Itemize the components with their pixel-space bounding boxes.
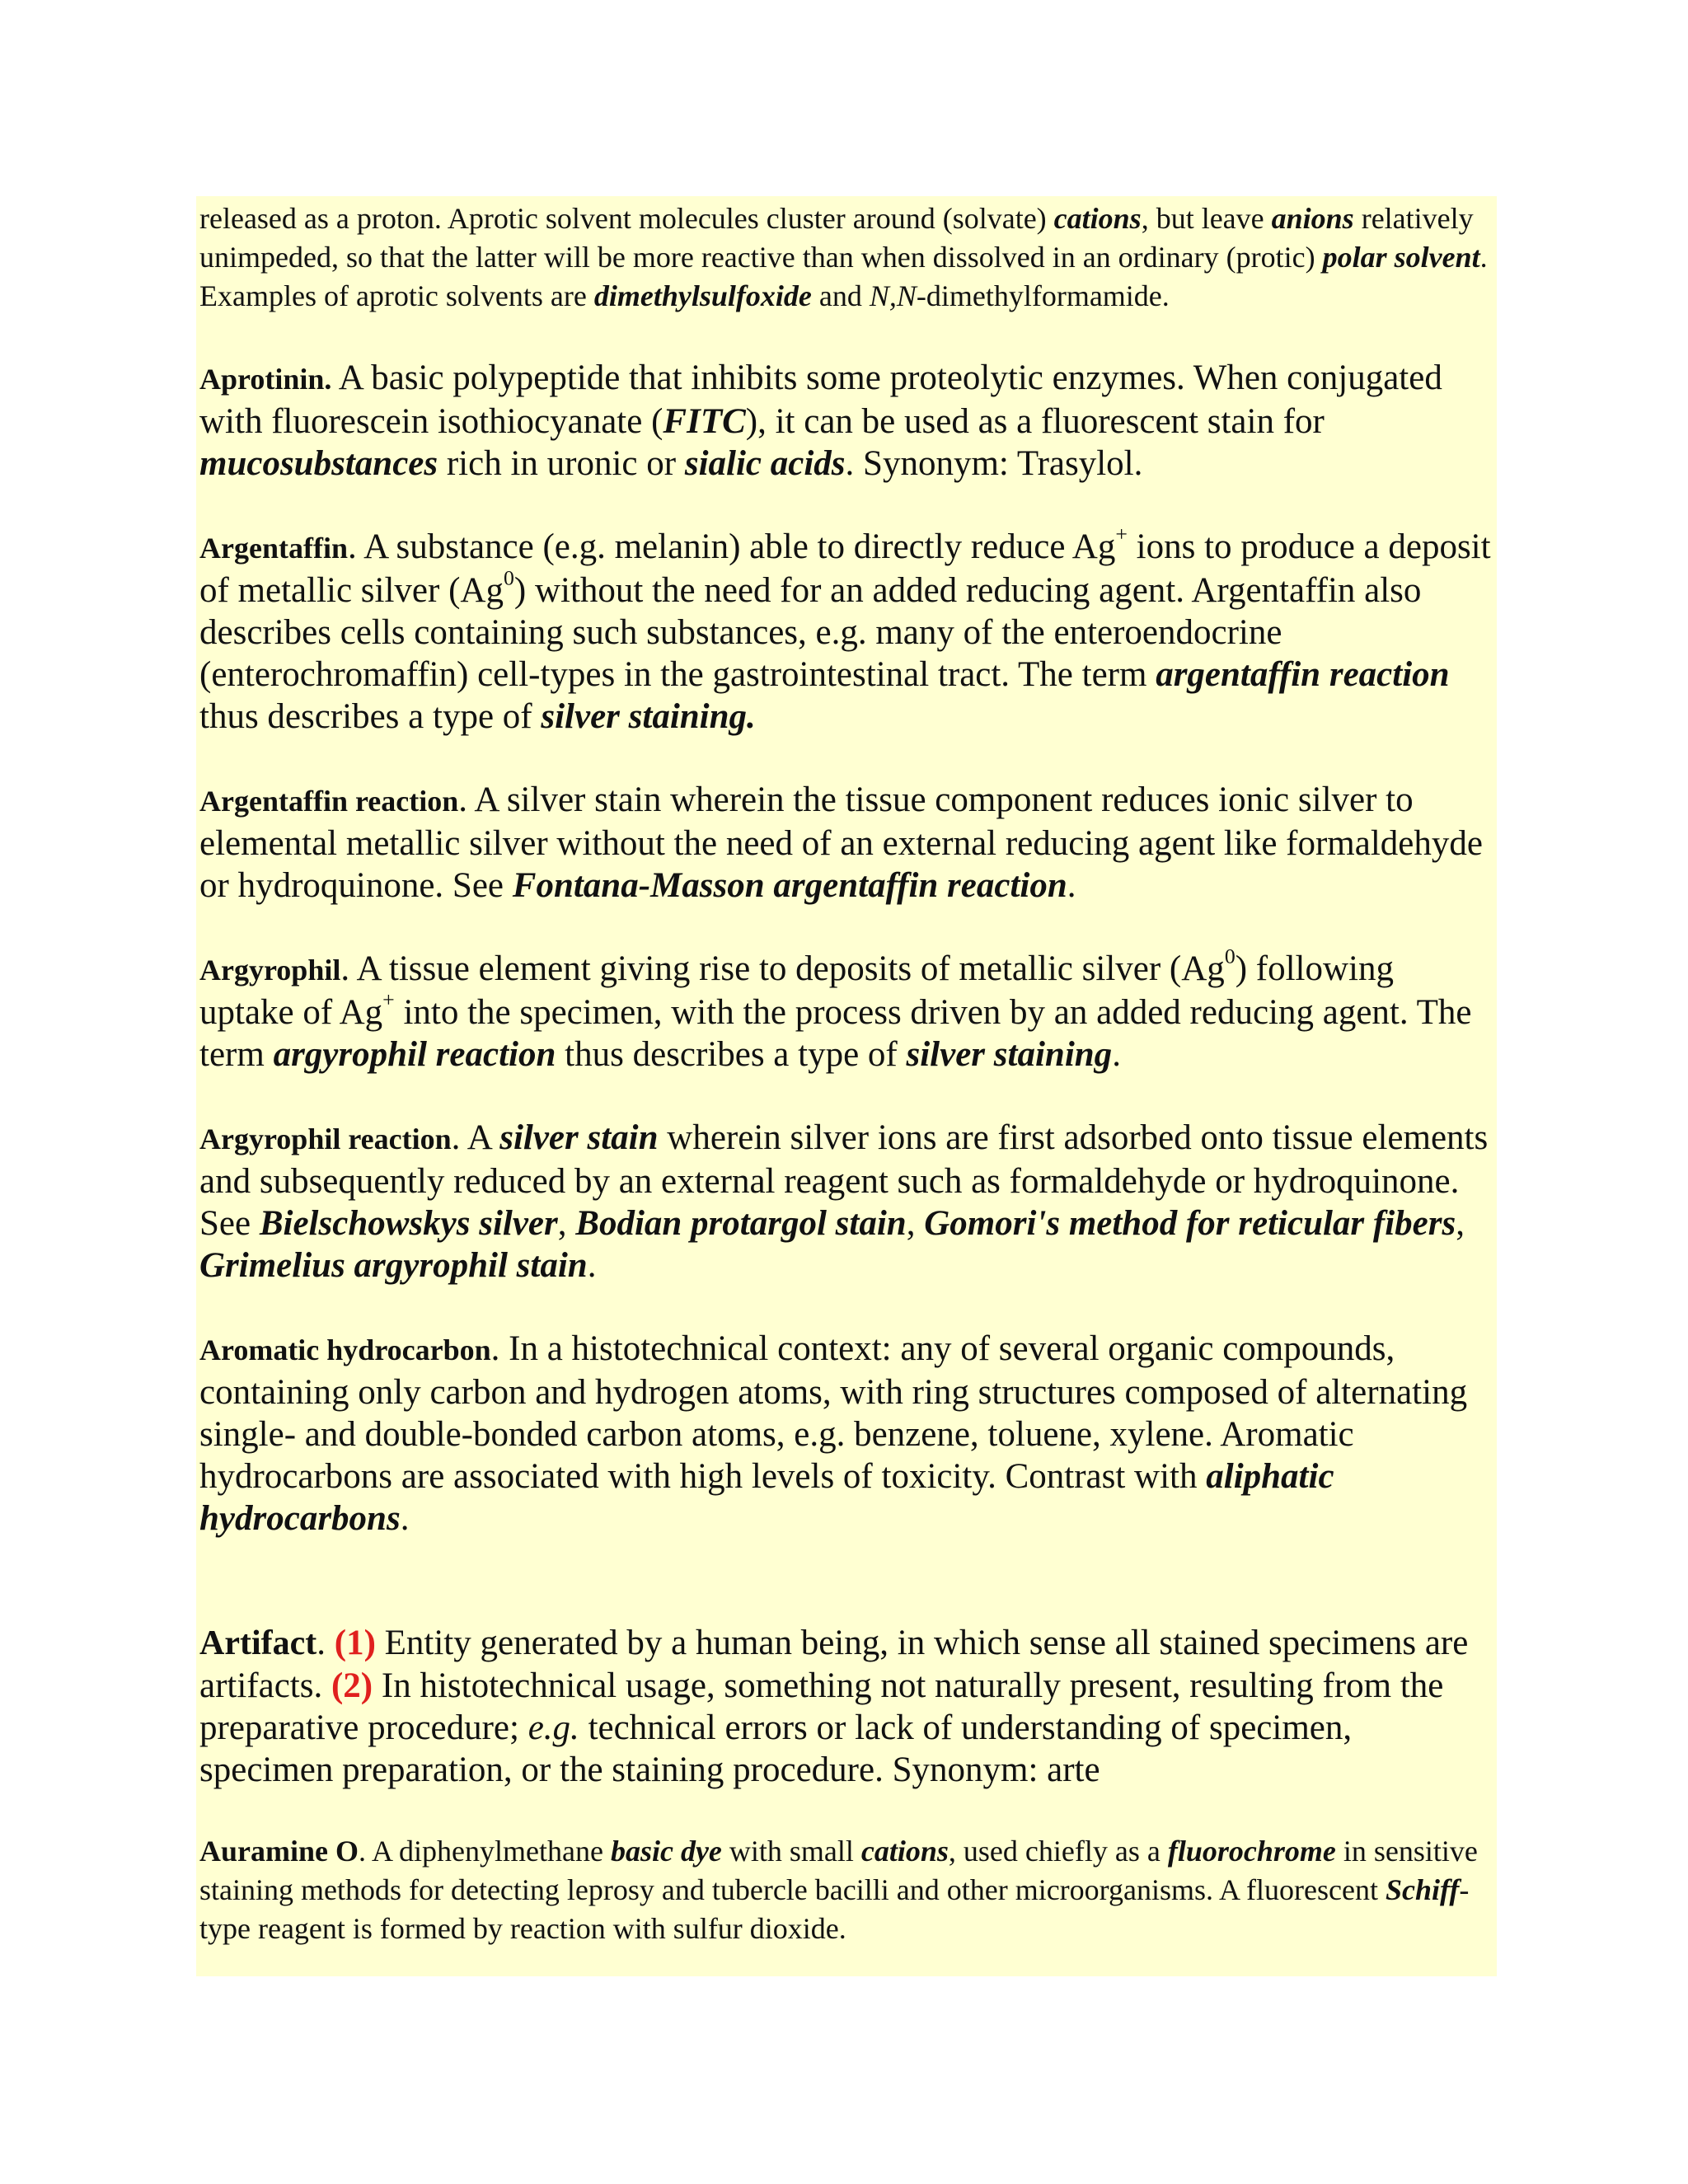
entry-argentaffin [199, 522, 1492, 738]
text-run: ions to produce a deposit of metallic silver (Ag [199, 527, 1491, 610]
entry-auramine-o [199, 1832, 1492, 1948]
text-run: , used chiefly as a [948, 1835, 1168, 1868]
cross-reference: cations [1053, 202, 1142, 235]
entry-argentaffin-reaction [199, 779, 1492, 907]
text-run: . [400, 1499, 410, 1538]
text-run: released as a proton. Aprotic solvent molecules cluster around (solvate) [199, 202, 1054, 235]
text-run: with small [721, 1835, 861, 1868]
cross-reference: Fontana-Masson argentaffin reaction [512, 866, 1067, 905]
cross-reference: Grimelius argyrophil stain [199, 1246, 588, 1285]
cross-reference: Bielschowskys silver [259, 1204, 558, 1243]
text-run: . [1112, 1035, 1121, 1074]
text-run: in sensitive staining methods for detecting leprosy and tubercle bacilli and other microorganisms. A fluorescent [199, 1835, 1478, 1906]
entry-aromatic-hydrocarbon [199, 1328, 1492, 1540]
text-run: . A silver stain wherein the tissue component reduces ionic silver to elemental metallic silver without the need of an external reducing agent like formaldehyde or hydroquinone. See [199, 780, 1483, 905]
text-run: rich in uronic or [438, 444, 685, 483]
cross-reference: silver stain [499, 1118, 659, 1157]
cross-reference: argentaffin reaction [1156, 655, 1450, 694]
entry-term: Auramine O [199, 1835, 359, 1868]
text-run: thus describes a type of [556, 1035, 907, 1074]
text-run: . Examples of aprotic solvents are [199, 241, 1488, 312]
cross-reference: silver staining [906, 1035, 1113, 1074]
text-run: , [906, 1204, 925, 1243]
cross-reference: sialic acids [684, 444, 846, 483]
text-run: . A diphenylmethane [359, 1835, 611, 1868]
text-run: . [1067, 866, 1076, 905]
entry-term: Argentaffin reaction [199, 785, 459, 818]
text-run: relatively unimpeded, so that the latter will be more reactive than when dissolved in an ordinary (protic) [199, 202, 1474, 274]
page-content [196, 196, 1497, 1976]
italic-text: e.g. [528, 1708, 579, 1747]
superscript: 0 [1224, 944, 1236, 968]
entry-artifact [199, 1622, 1492, 1791]
cross-reference: argyrophil reaction [273, 1035, 556, 1074]
text-run: . A substance (e.g. melanin) able to directly reduce Ag [347, 527, 1116, 566]
superscript: 0 [503, 565, 514, 590]
cross-reference: Schiff [1385, 1873, 1460, 1906]
entry-term: Aromatic hydrocarbon [199, 1333, 491, 1366]
superscript: + [382, 987, 395, 1012]
entry-term: Aprotinin. [199, 363, 332, 396]
text-run: thus describes a type of [199, 697, 542, 736]
cross-reference: aliphatic hydrocarbons [199, 1457, 1334, 1538]
cross-reference: fluorochrome [1167, 1835, 1336, 1868]
text-run: . Synonym: Trasylol. [845, 444, 1143, 483]
text-run: -type reagent is formed by reaction with sulfur dioxide. [199, 1873, 1470, 1945]
cross-reference: cations [860, 1835, 949, 1868]
text-run: In histotechnical usage, something not naturally present, resulting from the preparative procedure; [199, 1666, 1444, 1747]
cross-reference: polar solvent [1322, 241, 1480, 274]
text-run: technical errors or lack of understanding of specimen, specimen preparation, or the staining procedure. Synonym: arte [199, 1708, 1353, 1789]
entry-argyrophil-reaction [199, 1117, 1492, 1286]
cross-reference: FITC [663, 402, 746, 441]
cross-reference: Bodian protargol stain [575, 1204, 907, 1243]
cross-reference: dimethylsulfoxide [593, 279, 812, 312]
text-run: dimethylformamide. [926, 279, 1170, 312]
entry-term: Argyrophil reaction [199, 1122, 452, 1155]
text-run: A basic polypeptide that inhibits some proteolytic enzymes. When conjugated with fluorescein isothiocyanate ( [199, 359, 1442, 441]
text-run: . In a histotechnical context: any of several organic compounds, containing only carbon and hydrogen atoms, with ring structures composed of alternating single- and double-bonded carbon atoms, e.g. benzene, toluene, xylene. Aromatic hydrocarbons are associated with high levels of toxicity. Contrast with [199, 1329, 1468, 1496]
text-run: . [587, 1246, 597, 1285]
text-run: and [811, 279, 870, 312]
text-run: . [316, 1624, 335, 1662]
text-run: into the specimen, with the process driven by an added reducing agent. The term [199, 993, 1472, 1074]
text-run: Entity generated by a human being, in which sense all stained specimens are artifacts. [199, 1624, 1469, 1705]
sense-number: (2) [331, 1666, 373, 1705]
sense-number: (1) [334, 1624, 376, 1662]
entry-aprotinin [199, 357, 1492, 485]
text-run: , but leave [1141, 202, 1272, 235]
entry-term: Argyrophil [199, 954, 341, 987]
cross-reference: Gomori's method for reticular fibers [924, 1204, 1456, 1243]
text-run: ) without the need for an added reducing agent. Argentaffin also describes cells containing such substances, e.g. many of the enteroendocrine (enterochromaffin) cell-types in the gastrointestinal tract. The term [199, 571, 1422, 694]
cross-reference: silver staining. [541, 697, 756, 736]
entry-term: Artifact [199, 1624, 317, 1662]
cross-reference: anions [1271, 202, 1354, 235]
text-run: . A tissue element giving rise to deposits of metallic silver (Ag [340, 949, 1225, 988]
text-run: ) following uptake of Ag [199, 949, 1395, 1032]
text-run: , [557, 1204, 576, 1243]
cross-reference: mucosubstances [199, 444, 438, 483]
text-run: ), it can be used as a fluorescent stain for [745, 402, 1325, 441]
text-run: . A [451, 1118, 500, 1157]
entry-term: Argentaffin [199, 532, 348, 565]
italic-text: N,N- [869, 279, 926, 312]
superscript: + [1115, 522, 1128, 546]
entry-aprotic-solvent-continued [199, 199, 1492, 316]
entry-argyrophil [199, 944, 1492, 1076]
cross-reference: basic dye [610, 1835, 722, 1868]
text-run: wherein silver ions are first adsorbed onto tissue elements and subsequently reduced by an external reagent such as formaldehyde or hydroquinone. See [199, 1118, 1489, 1243]
text-run: , [1456, 1204, 1465, 1243]
